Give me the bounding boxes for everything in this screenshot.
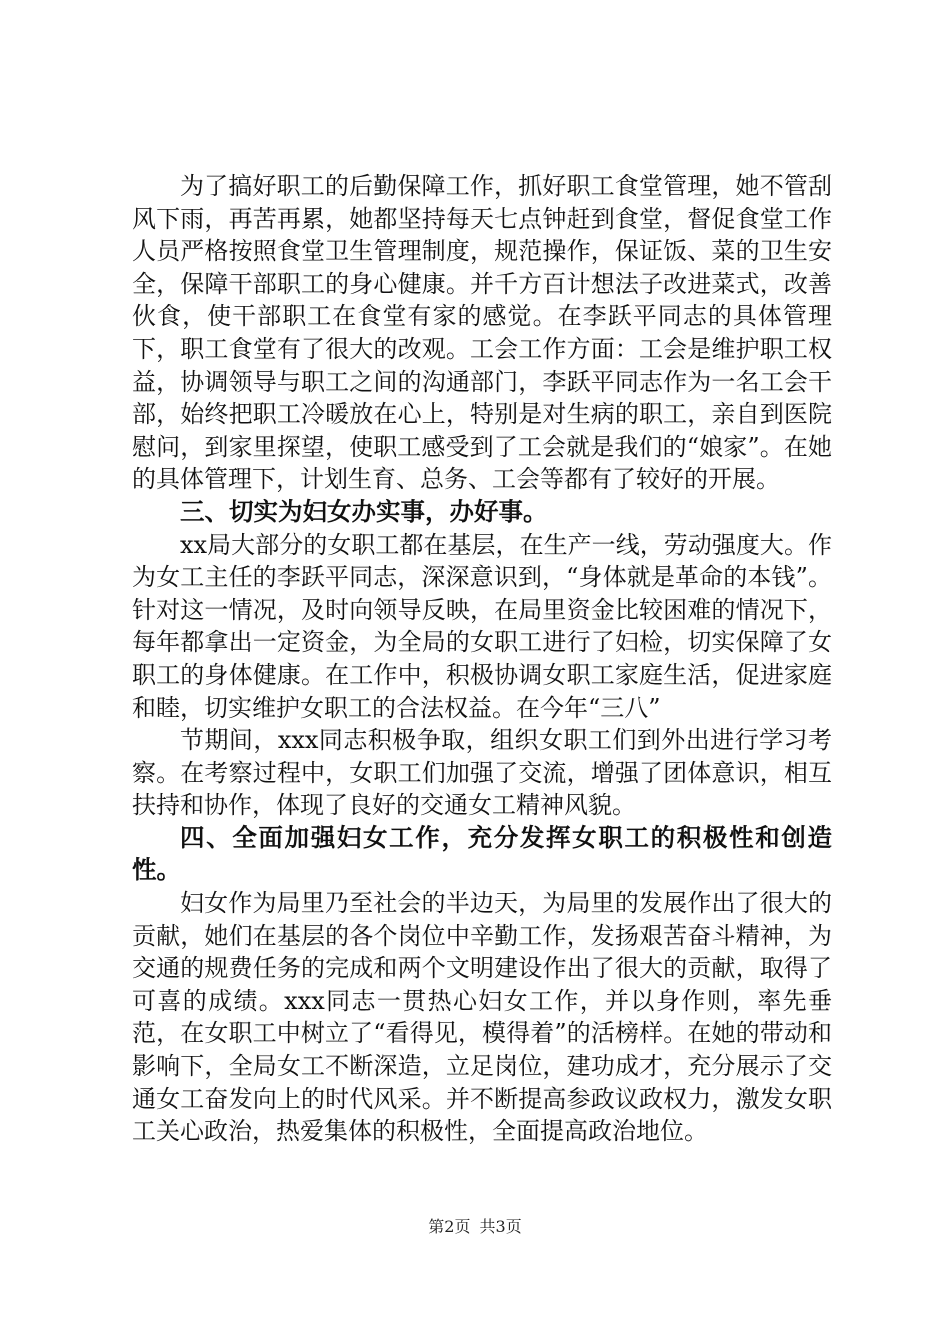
paragraph-canteen-union: 为了搞好职工的后勤保障工作，抓好职工食堂管理，她不管刮风下雨，再苦再累，她都坚持每天七点钟赶到食堂，督促食堂工作人员严格按照食堂卫生管理制度，规范操作，保证饭、菜的卫生安全，保障干部职工的身心健康。并千方百计想法子改进菜式，改善伙食，使干部职工在食堂有家的感觉。在李跃平同志的具体管理下，职工食堂有了很大的改观。工会工作方面：工会是维护职工权益，协调领导与职工之间的沟通部门，李跃平同志作为一名工会干部，始终把职工冷暖放在心上，特别是对生病的职工，亲自到医院慰问，到家里探望，使职工感受到了工会就是我们的“娘家”。在她的具体管理下，计划生育、总务、工会等都有了较好的开展。: [132, 172, 832, 494]
paragraph-women-work: 妇女作为局里乃至社会的半边天，为局里的发展作出了很大的贡献，她们在基层的各个岗位中辛勤工作，发扬艰苦奋斗精神，为交通的规费任务的完成和两个文明建设作出了很大的贡献，取得了可喜的成绩。xxx同志一贯热心妇女工作，并以身作则，率先垂范，在女职工中树立了“看得见，模得着”的活榜样。在她的带动和影响下，全局女工不断深造，立足岗位，建功成才，充分展示了交通女工奋发向上的时代风采。并不断提高参政议政权力，激发女职工关心政治，热爱集体的积极性，全面提高政治地位。: [132, 889, 832, 1146]
section-heading-4: 四、全面加强妇女工作，充分发挥女职工的积极性和创造性。: [132, 822, 832, 885]
paragraph-study-tour: 节期间，xxx同志积极争取，组织女职工们到外出进行学习考察。在考察过程中，女职工们加强了交流，增强了团体意识，相互扶持和协作，体现了良好的交通女工精神风貌。: [132, 726, 832, 820]
document-body: [132, 170, 832, 1148]
paragraph-women-health: xx局大部分的女职工都在基层，在生产一线，劳动强度大。作为女工主任的李跃平同志，深深意识到，“身体就是革命的本钱”。针对这一情况，及时向领导反映，在局里资金比较困难的情况下，每年都拿出一定资金，为全局的女职工进行了妇检，切实保障了女职工的身体健康。在工作中，积极协调女职工家庭生活，促进家庭和睦，切实维护女职工的合法权益。在今年“三八”: [132, 530, 832, 722]
page-number-footer: 第2页 共3页: [428, 1217, 522, 1236]
section-heading-3: 三、切实为妇女办实事，办好事。: [180, 496, 548, 526]
